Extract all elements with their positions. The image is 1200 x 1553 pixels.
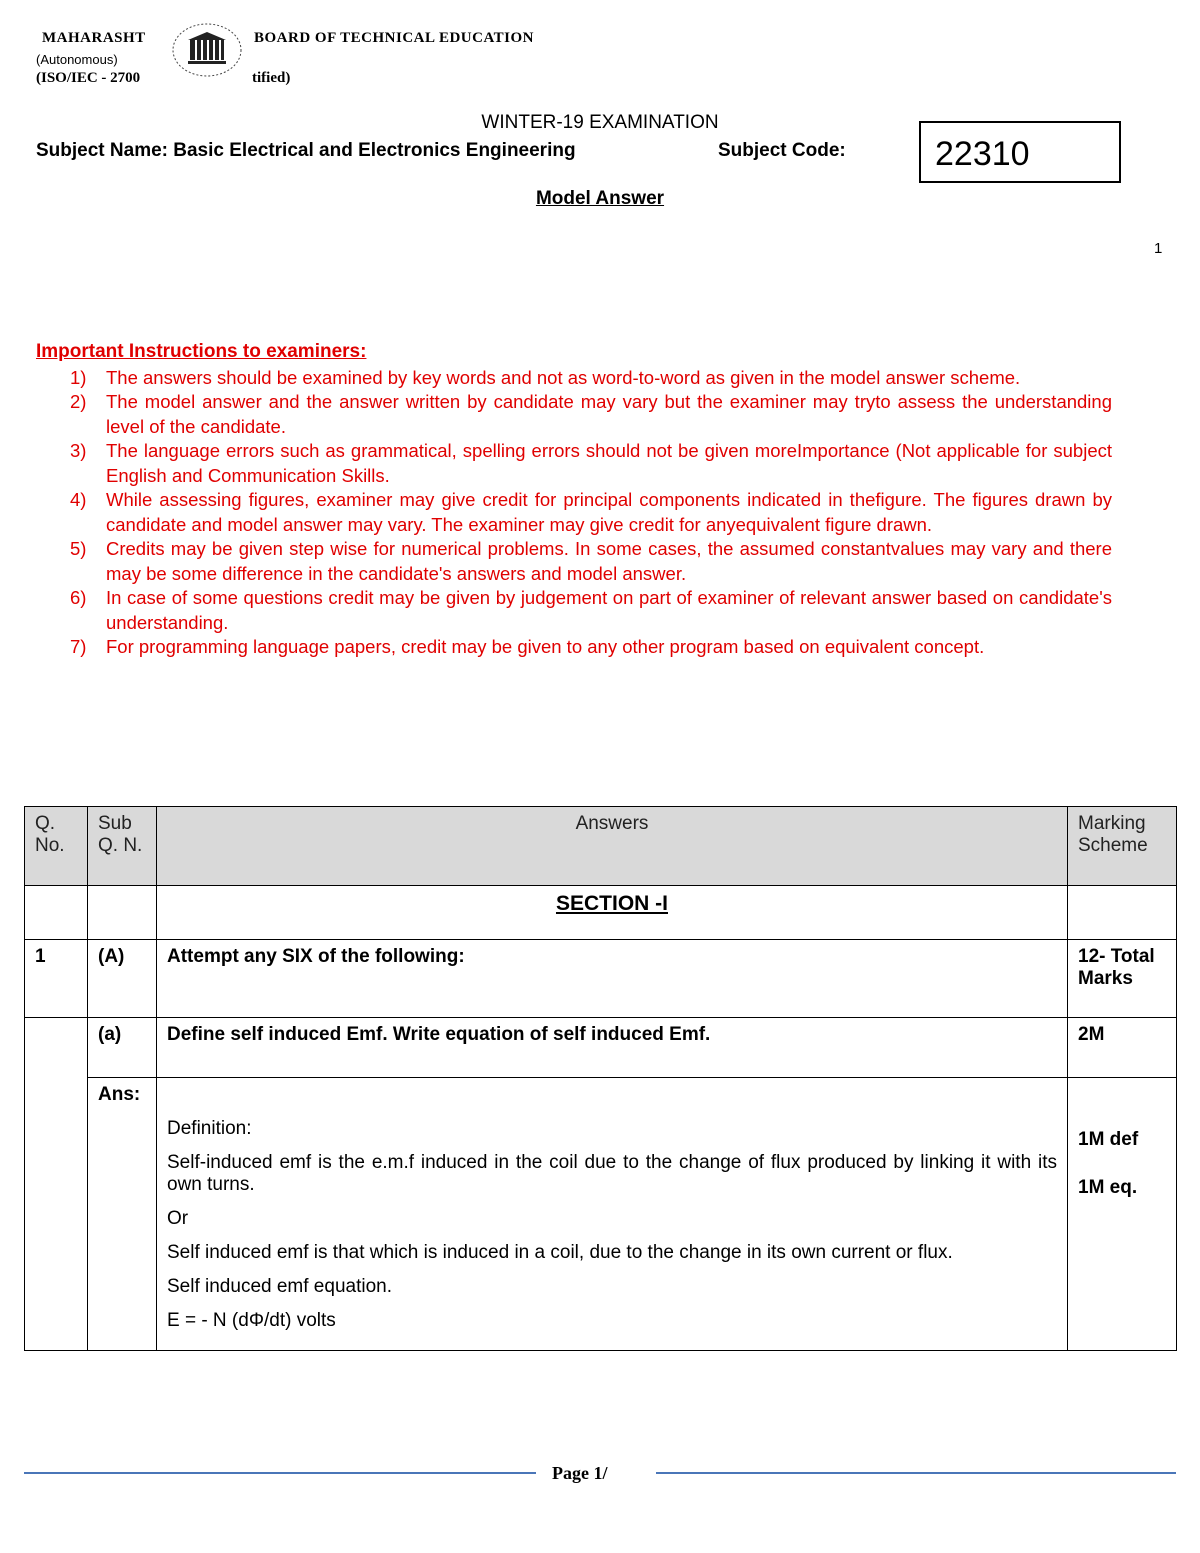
answer-table bbox=[24, 806, 1177, 1351]
question-text: Attempt any SIX of the following: bbox=[157, 940, 1068, 1018]
ans-label: Ans: bbox=[88, 1078, 157, 1351]
footer-line-right bbox=[656, 1472, 1176, 1474]
equation: E = - N (dΦ/dt) volts bbox=[167, 1310, 336, 1331]
instruction-item: 7) For programming language papers, credit may be given to any other program based on equivalent concept. bbox=[70, 636, 985, 657]
instruction-item: 6) In case of some questions credit may be given by judgement on part of examiner of relevant answer based on candidate's understanding. bbox=[70, 587, 1112, 633]
table-header-row bbox=[25, 807, 1177, 886]
msbte-logo bbox=[170, 22, 244, 78]
page-number: 1 bbox=[1154, 240, 1163, 257]
model-answer-title: Model Answer bbox=[535, 188, 665, 209]
instruction-item: 2) The model answer and the answer written by candidate may vary but the examiner may tryto assess the understanding level of the candidate. bbox=[70, 391, 1112, 437]
instruction-item: 5) Credits may be given step wise for numerical problems. In some cases, the assumed constantvalues may vary and there may be some difference in the candidate's answers and model answer. bbox=[70, 538, 1112, 584]
iso-left: (ISO/IEC - 2700 bbox=[36, 70, 141, 86]
instructions-block bbox=[36, 340, 1112, 660]
footer-page: Page 1/ bbox=[552, 1463, 608, 1483]
autonomous-label: (Autonomous) bbox=[36, 52, 118, 67]
subject-name: Subject Name: Basic Electrical and Electronics Engineering bbox=[36, 140, 576, 161]
answer-body bbox=[157, 1078, 1068, 1351]
mark-eq: 1M eq. bbox=[1078, 1177, 1138, 1198]
table-row bbox=[25, 940, 1177, 1018]
answer-marks bbox=[1068, 1078, 1177, 1351]
board-name-left: MAHARASHT bbox=[42, 30, 146, 46]
instruction-item: 1) The answers should be examined by key words and not as word-to-word as given in the model answer scheme. bbox=[70, 366, 1021, 388]
instruction-item: 4) While assessing figures, examiner may give credit for principal components indicated in thefigure. The figures drawn by candidate and model answer may vary. The examiner may give credit for anyequivalent figure drawn. bbox=[70, 489, 1112, 535]
header-subq: Sub Q. N. bbox=[88, 807, 157, 886]
header-marking: Marking Scheme bbox=[1068, 807, 1177, 886]
subject-code-box: 22310 bbox=[919, 121, 1121, 183]
question-text: Define self induced Emf. Write equation of self induced Emf. bbox=[157, 1018, 1068, 1078]
exam-title: WINTER-19 EXAMINATION bbox=[481, 112, 719, 133]
definition-1: Self-induced emf is the e.m.f induced in the coil due to the change of flux produced by linking it with its own turns. bbox=[167, 1152, 1057, 1195]
iso-certification bbox=[36, 70, 291, 87]
q-number: 1 bbox=[25, 940, 88, 1018]
or-label: Or bbox=[167, 1208, 189, 1229]
answer-row bbox=[25, 1078, 1177, 1351]
section-title: SECTION -I bbox=[157, 886, 1068, 940]
section-row bbox=[25, 886, 1177, 940]
header-qno: Q. No. bbox=[25, 807, 88, 886]
marks: 12- Total Marks bbox=[1068, 940, 1177, 1018]
header-answers: Answers bbox=[157, 807, 1068, 886]
table-row bbox=[25, 1018, 1177, 1078]
marks: 2M bbox=[1068, 1018, 1177, 1078]
sub-q-number: (a) bbox=[88, 1018, 157, 1078]
mark-def: 1M def bbox=[1078, 1129, 1139, 1150]
equation-label: Self induced emf equation. bbox=[167, 1276, 392, 1297]
definition-label: Definition: bbox=[167, 1118, 252, 1139]
footer-line-left bbox=[24, 1472, 536, 1474]
sub-q-number: (A) bbox=[88, 940, 157, 1018]
instructions-title: Important Instructions to examiners: bbox=[36, 341, 367, 362]
iso-right: tified) bbox=[252, 70, 291, 86]
subject-code-label: Subject Code: bbox=[718, 140, 846, 161]
instruction-item: 3) The language errors such as grammatical, spelling errors should not be given moreImportance (Not applicable for subject English and Communication Skills. bbox=[70, 440, 1112, 486]
board-name-right: BOARD OF TECHNICAL EDUCATION bbox=[254, 30, 535, 46]
board-name bbox=[42, 30, 535, 47]
instructions-list bbox=[36, 366, 1112, 660]
definition-2: Self induced emf is that which is induced in a coil, due to the change in its own current or flux. bbox=[167, 1242, 953, 1263]
